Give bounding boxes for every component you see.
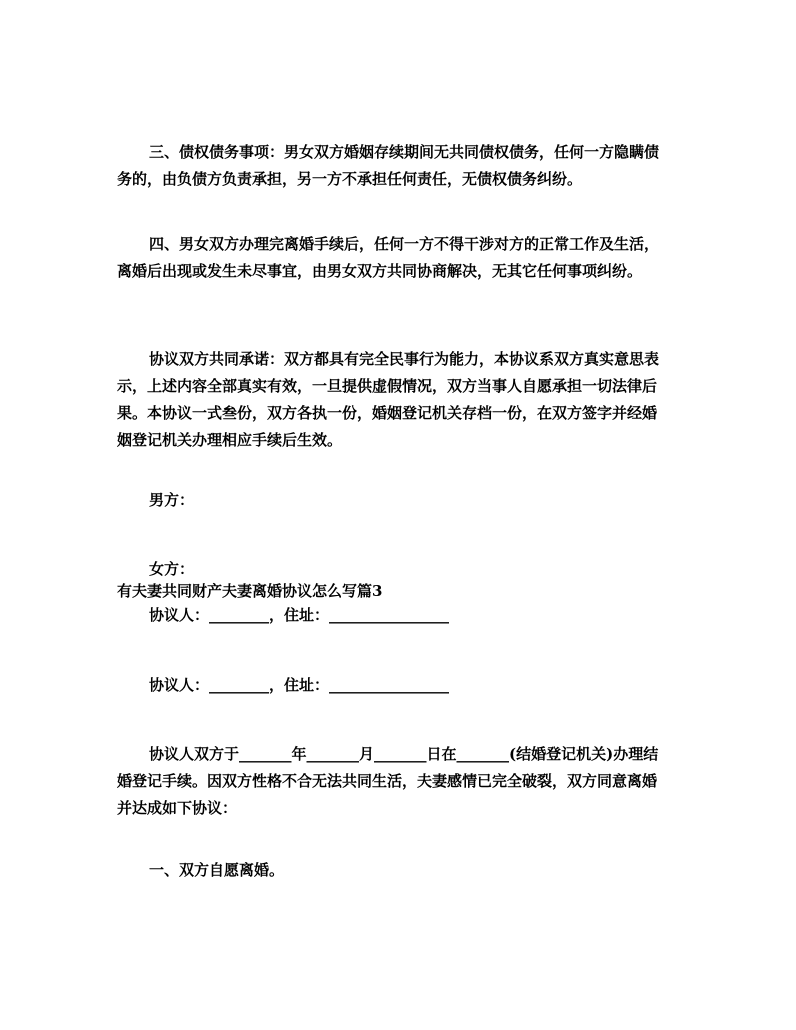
marriage-registration-paragraph: 协议人双方于_______年_______月_______日在_______(结婚登记机关)办理结婚登记手续。因双方性格不合无法共同生活，夫妻感情已完全破裂，双方同意离婚并达成如下协议： bbox=[117, 745, 659, 817]
husband-signature-line: 男方： bbox=[149, 491, 195, 509]
clause-three-debts: 三、债权债务事项：男女双方婚姻存续期间无共同债权债务，任何一方隐瞒债务的，由负债方负责承担，另一方不承担任何责任，无债权债务纠纷。 bbox=[117, 143, 660, 188]
mutual-commitment-paragraph: 协议双方共同承诺：双方都具有完全民事行为能力，本协议系双方真实意思表示，上述内容全部真实有效，一旦提供虚假情况，双方当事人自愿承担一切法律后果。本协议一式叁份，双方各执一份，婚姻登记机关存档一份，在双方签字并经婚姻登记机关办理相应手续后生效。 bbox=[117, 350, 660, 449]
clause-four-after-divorce: 四、男女双方办理完离婚手续后，任何一方不得干涉对方的正常工作及生活，离婚后出现或发生未尽事宜，由男女双方共同协商解决，无其它任何事项纠纷。 bbox=[117, 235, 660, 280]
party-one-line: 协议人：________，住址：________________ bbox=[149, 606, 450, 624]
clause-one-voluntary-divorce: 一、双方自愿离婚。 bbox=[149, 861, 285, 879]
wife-signature-line: 女方： bbox=[149, 560, 195, 578]
party-two-line: 协议人：________，住址：________________ bbox=[149, 676, 450, 694]
section-heading: 有夫妻共同财产夫妻离婚协议怎么写篇3 bbox=[117, 582, 383, 600]
